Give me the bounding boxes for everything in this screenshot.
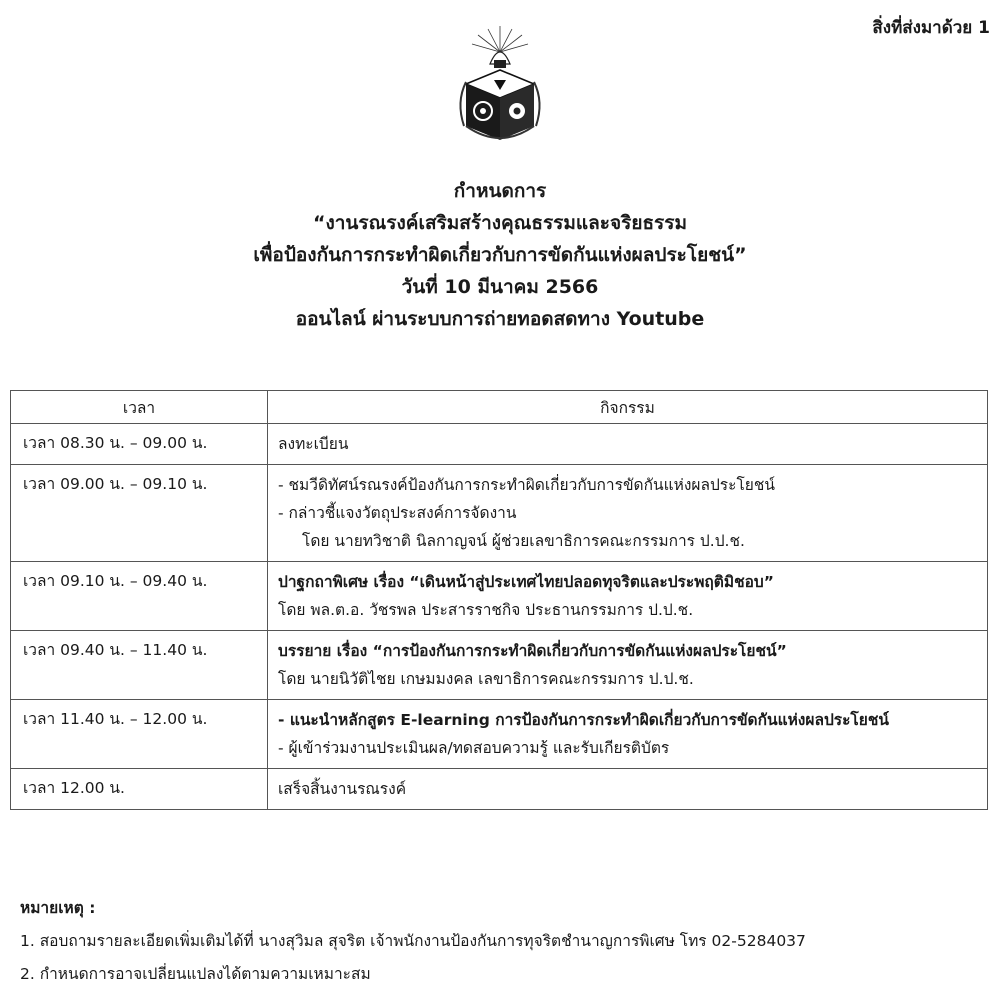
table-row bbox=[11, 424, 988, 465]
attachment-label: สิ่งที่ส่งมาด้วย 1 bbox=[872, 18, 990, 38]
speaker-line: โดย พล.ต.อ. วัชรพล ประสารราชกิจ ประธานกรรมการ ป.ป.ช. bbox=[278, 601, 694, 619]
activity-line: - กล่าวชี้แจงวัตถุประสงค์การจัดงาน bbox=[278, 504, 517, 522]
activity-cell bbox=[268, 769, 988, 810]
activity-line: ลงทะเบียน bbox=[278, 435, 349, 453]
heading-event-line2: เพื่อป้องกันการกระทำผิดเกี่ยวกับการขัดกันแห่งผลประโยชน์” bbox=[253, 244, 747, 266]
column-header-activity: กิจกรรม bbox=[268, 391, 988, 424]
activity-line: - ชมวีดิทัศน์รณรงค์ป้องกันการกระทำผิดเกี่ยวกับการขัดกันแห่งผลประโยชน์ bbox=[278, 476, 775, 494]
activity-cell bbox=[268, 562, 988, 631]
heading-title: กำหนดการ bbox=[453, 180, 547, 202]
lecture-title: บรรยาย เรื่อง “การป้องกันการกระทำผิดเกี่ยวกับการขัดกันแห่งผลประโยชน์” bbox=[278, 642, 787, 660]
time-cell: เวลา 09.40 น. – 11.40 น. bbox=[11, 631, 268, 700]
time-cell: เวลา 08.30 น. – 09.00 น. bbox=[11, 424, 268, 465]
nacc-emblem-icon bbox=[454, 22, 546, 154]
time-cell: เวลา 09.00 น. – 09.10 น. bbox=[11, 465, 268, 562]
speaker-line: โดย นายทวิชาติ นิลกาญจน์ ผู้ช่วยเลขาธิการคณะกรรมการ ป.ป.ช. bbox=[302, 532, 745, 550]
activity-cell bbox=[268, 631, 988, 700]
speaker-line: โดย นายนิวัติไชย เกษมมงคล เลขาธิการคณะกรรมการ ป.ป.ช. bbox=[278, 670, 694, 688]
schedule-table bbox=[10, 390, 988, 810]
table-header-row bbox=[11, 391, 988, 424]
note-item: 2. กำหนดการอาจเปลี่ยนแปลงได้ตามความเหมาะสม bbox=[20, 965, 371, 983]
time-cell: เวลา 09.10 น. – 09.40 น. bbox=[11, 562, 268, 631]
course-intro-line: - แนะนำหลักสูตร E-learning การป้องกันการกระทำผิดเกี่ยวกับการขัดกันแห่งผลประโยชน์ bbox=[278, 711, 889, 729]
activity-cell bbox=[268, 700, 988, 769]
activity-cell bbox=[268, 465, 988, 562]
table-row bbox=[11, 700, 988, 769]
activity-line: - ผู้เข้าร่วมงานประเมินผล/ทดสอบความรู้ และรับเกียรติบัตร bbox=[278, 739, 670, 757]
notes-section bbox=[20, 892, 806, 991]
time-cell: เวลา 12.00 น. bbox=[11, 769, 268, 810]
table-row bbox=[11, 562, 988, 631]
keynote-title: ปาฐกถาพิเศษ เรื่อง “เดินหน้าสู่ประเทศไทยปลอดทุจริตและประพฤติมิชอบ” bbox=[278, 573, 774, 591]
heading-event-line1: “งานรณรงค์เสริมสร้างคุณธรรมและจริยธรรม bbox=[313, 212, 687, 234]
document-heading bbox=[0, 175, 1000, 335]
note-item: 1. สอบถามรายละเอียดเพิ่มเติมได้ที่ นางสุวิมล สุจริต เจ้าพนักงานป้องกันการทุจริตชำนาญการพิเศษ โทร 02-5284037 bbox=[20, 932, 806, 950]
table-row bbox=[11, 465, 988, 562]
notes-heading: หมายเหตุ : bbox=[20, 899, 96, 917]
activity-cell bbox=[268, 424, 988, 465]
activity-line: เสร็จสิ้นงานรณรงค์ bbox=[278, 780, 407, 798]
column-header-time: เวลา bbox=[11, 391, 268, 424]
table-row bbox=[11, 769, 988, 810]
table-row bbox=[11, 631, 988, 700]
heading-channel: ออนไลน์ ผ่านระบบการถ่ายทอดสดทาง Youtube bbox=[295, 308, 705, 330]
heading-date: วันที่ 10 มีนาคม 2566 bbox=[401, 276, 599, 298]
time-cell: เวลา 11.40 น. – 12.00 น. bbox=[11, 700, 268, 769]
